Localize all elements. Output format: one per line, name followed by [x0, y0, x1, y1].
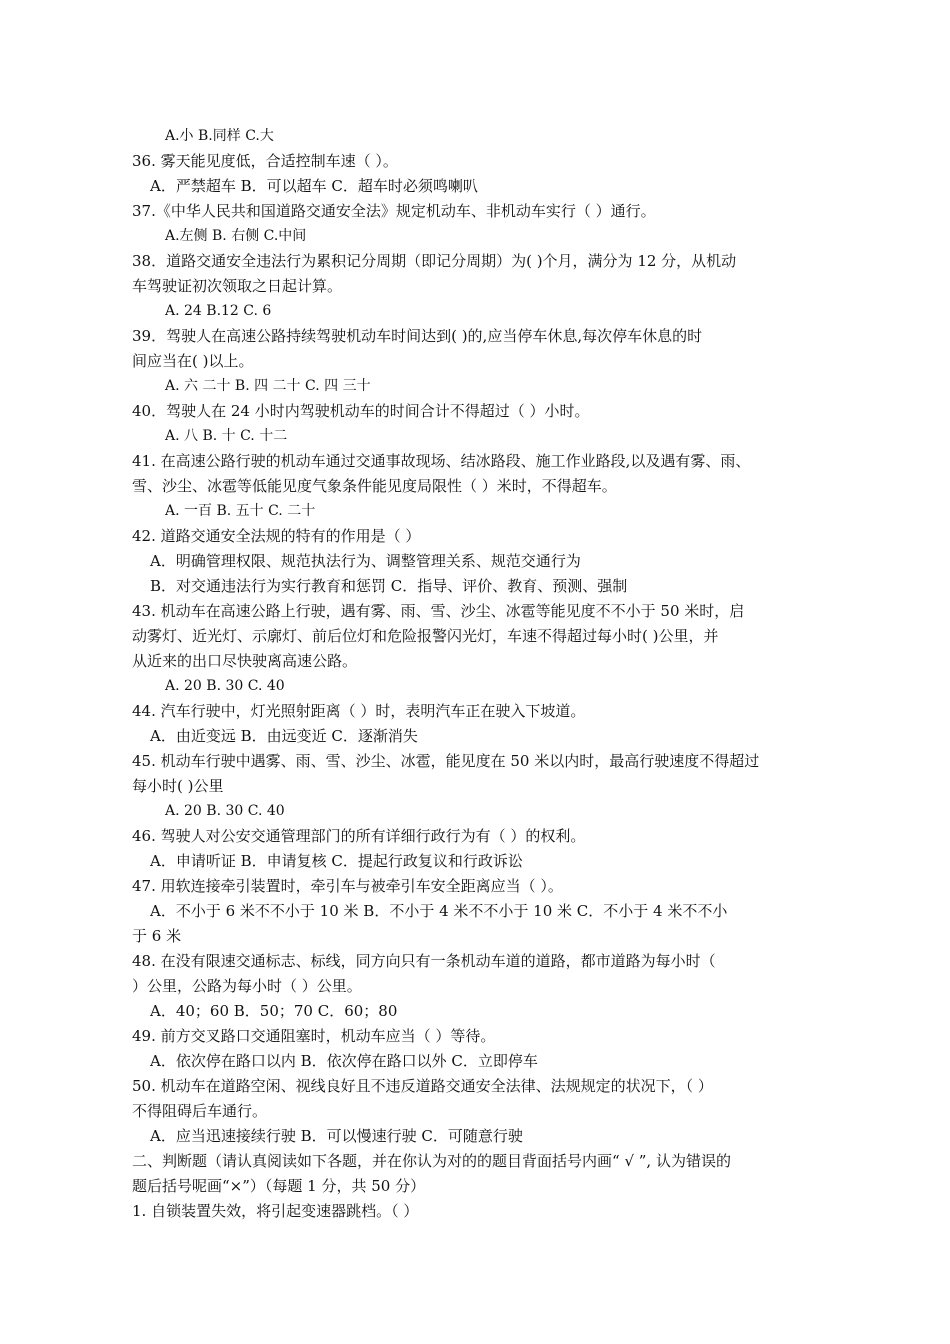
question-36: 36. 雾天能见度低，合适控制车速（ ）。	[132, 152, 398, 170]
question-48-line-1: 48. 在没有限速交通标志、标线，同方向只有一条机动车道的道路，都市道路为每小时（	[132, 952, 716, 970]
question-41-line-2: 雪、沙尘、冰雹等低能见度气象条件能见度局限性（ ）米时，不得超车。	[132, 477, 617, 495]
options-41: A. 一百 B. 五十 C. 二十	[165, 503, 316, 519]
options-39: A. 六 二十 B. 四 二十 C. 四 三十	[165, 378, 371, 394]
section-heading-line-2: 题后括号呢画“×”）（每题 1 分，共 50 分）	[132, 1177, 426, 1195]
options-35: A.小 B.同样 C.大	[165, 128, 274, 144]
options-49: A．依次停在路口以内 B．依次停在路口以外 C．立即停车	[150, 1052, 538, 1070]
question-39-line-1: 39．驾驶人在高速公路持续驾驶机动车时间达到( )的,应当停车休息,每次停车休息的时	[132, 327, 703, 345]
question-45-line-2: 每小时( )公里	[132, 777, 224, 795]
question-46: 46. 驾驶人对公安交通管理部门的所有详细行政行为有（ ）的权利。	[132, 827, 586, 845]
options-38: A. 24 B.12 C. 6	[165, 303, 272, 319]
question-38-line-2: 车驾驶证初次领取之日起计算。	[132, 277, 343, 295]
question-50-line-1: 50. 机动车在道路空闲、视线良好且不违反道路交通安全法律、法规规定的状况下，（ ）	[132, 1077, 713, 1095]
question-43-line-3: 从近来的出口尽快驶离高速公路。	[132, 652, 358, 670]
options-50: A．应当迅速接续行驶 B．可以慢速行驶 C．可随意行驶	[150, 1127, 523, 1145]
question-50-line-2: 不得阻碍后车通行。	[132, 1102, 268, 1120]
question-40: 40．驾驶人在 24 小时内驾驶机动车的时间合计不得超过（ ）小时。	[132, 402, 590, 420]
question-41-line-1: 41. 在高速公路行驶的机动车通过交通事故现场、结冰路段、施工作业路段,以及遇有雾、雨、	[132, 452, 751, 470]
question-43-line-2: 动雾灯、近光灯、示廓灯、前后位灯和危险报警闪光灯，车速不得超过每小时( )公里，并	[132, 627, 719, 645]
options-47-line-2: 于 6 米	[132, 927, 182, 945]
judgment-question-1: 1. 自锁装置失效，将引起变速器跳档。（ ）	[132, 1202, 419, 1220]
question-44: 44. 汽车行驶中，灯光照射距离（ ）时，表明汽车正在驶入下坡道。	[132, 702, 586, 720]
question-47: 47. 用软连接牵引装置时，牵引车与被牵引车安全距离应当（ ）。	[132, 877, 563, 895]
options-42-line-1: A．明确管理权限、规范执法行为、调整管理关系、规范交通行为	[150, 552, 581, 570]
question-48-line-2: ）公里，公路为每小时（ ）公里。	[132, 977, 362, 995]
options-43: A. 20 B. 30 C. 40	[165, 678, 285, 694]
options-45: A. 20 B. 30 C. 40	[165, 803, 285, 819]
options-46: A．申请听证 B．申请复核 C．提起行政复议和行政诉讼	[150, 852, 523, 870]
options-40: A. 八 B. 十 C. 十二	[165, 428, 288, 444]
options-47-line-1: A．不小于 6 米不不小于 10 米 B．不小于 4 米不不小于 10 米 C．不小于 4 米不不小	[150, 902, 728, 920]
question-43-line-1: 43. 机动车在高速公路上行驶，遇有雾、雨、雪、沙尘、冰雹等能见度不不小于 50 米时，启	[132, 602, 745, 620]
section-heading-line-1: 二、判断题（请认真阅读如下各题，并在你认为对的的题目背面括号内画“ √ ”, 认为错误的	[132, 1152, 731, 1170]
options-42-line-2: B．对交通违法行为实行教育和惩罚 C．指导、评价、教育、预测、强制	[150, 577, 628, 595]
options-36: A．严禁超车 B．可以超车 C．超车时必须鸣喇叭	[150, 177, 478, 195]
question-37: 37.《中华人民共和国道路交通安全法》规定机动车、非机动车实行（ ）通行。	[132, 202, 656, 220]
options-37: A.左侧 B. 右侧 C.中间	[165, 228, 307, 244]
question-42: 42. 道路交通安全法规的特有的作用是（ ）	[132, 527, 421, 545]
question-49: 49. 前方交叉路口交通阻塞时，机动车应当（ ）等待。	[132, 1027, 496, 1045]
options-44: A．由近变远 B．由远变近 C．逐渐消失	[150, 727, 418, 745]
question-45-line-1: 45. 机动车行驶中遇雾、雨、雪、沙尘、冰雹，能见度在 50 米以内时，最高行驶速度不得超过	[132, 752, 760, 770]
question-38-line-1: 38．道路交通安全违法行为累积记分周期（即记分周期）为( )个月，满分为 12 分，从机动	[132, 252, 737, 270]
question-39-line-2: 间应当在( )以上。	[132, 352, 254, 370]
options-48: A．40；60 B．50；70 C．60；80	[150, 1002, 398, 1020]
